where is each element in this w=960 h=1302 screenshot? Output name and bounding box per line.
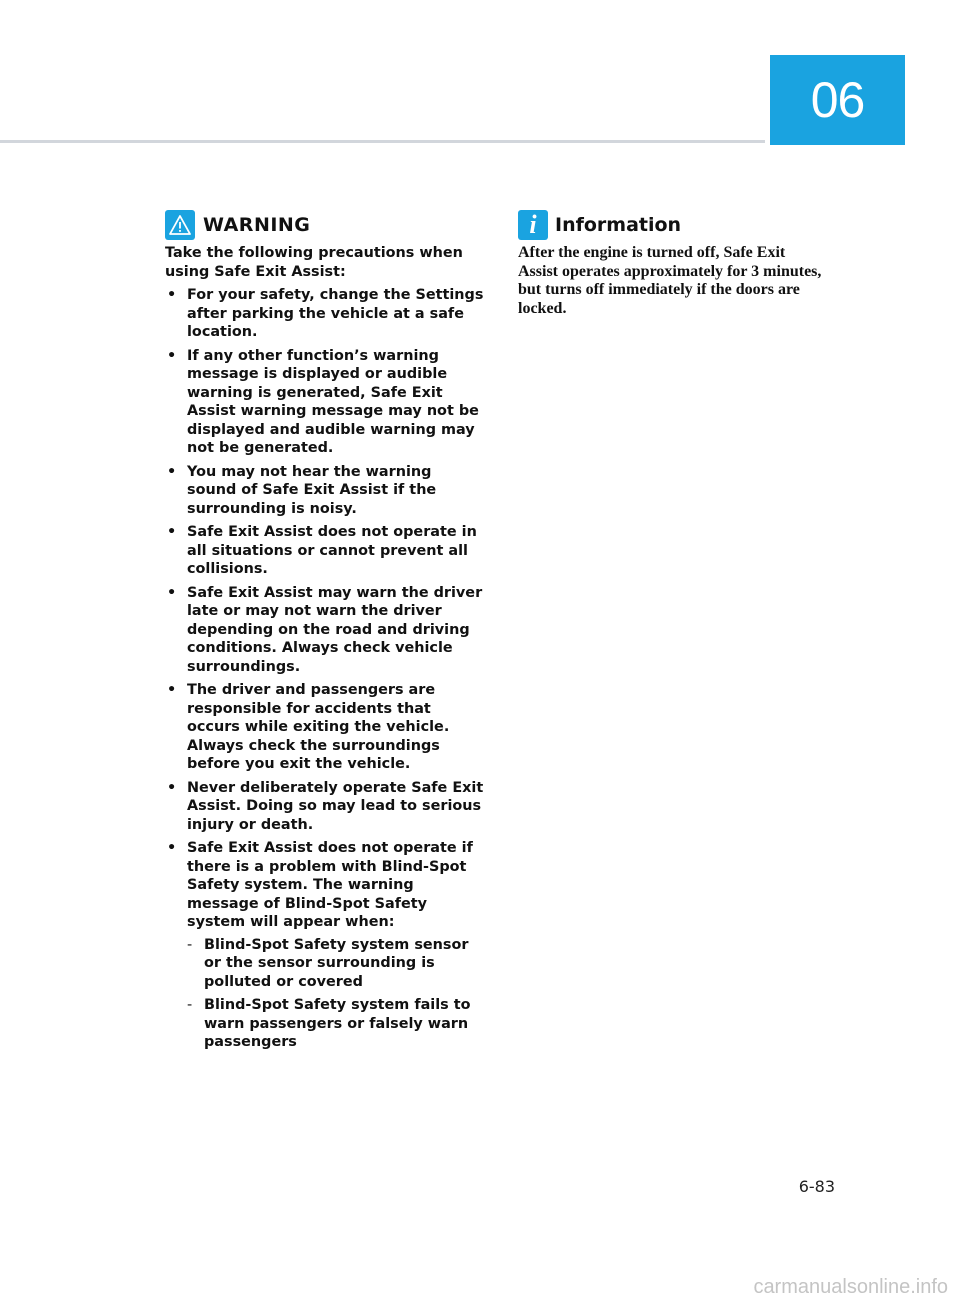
- warning-title: WARNING: [203, 214, 311, 236]
- sub-list-item: - Blind-Spot Safety system fails to warn passengers or falsely warn passengers: [187, 996, 485, 1052]
- list-item: • Safe Exit Assist does not operate in all situations or cannot prevent all collisions.: [165, 523, 485, 579]
- list-item: • Safe Exit Assist may warn the driver late or may not warn the driver depending on the road and driving conditions. Always check vehicle surroundings.: [165, 584, 485, 677]
- sub-list-item: - Blind-Spot Safety system sensor or the sensor surrounding is polluted or covered: [187, 936, 485, 992]
- warning-list: [165, 286, 485, 1052]
- warning-triangle-icon: [165, 210, 195, 240]
- warning-box: [165, 210, 485, 1057]
- chapter-tab: [770, 55, 905, 145]
- list-item-with-subitems: [165, 839, 485, 1052]
- warning-intro: Take the following precautions when using Safe Exit Assist:: [165, 245, 463, 280]
- information-body: After the engine is turned off, Safe Exit Assist operates approximately for 3 minutes, but turns off immediately if the doors are locked.: [518, 244, 822, 317]
- chapter-number: 06: [810, 72, 865, 128]
- list-item: • The driver and passengers are responsible for accidents that occurs while exiting the vehicle. Always check the surroundings before you exit the vehicle.: [165, 681, 485, 774]
- information-title: Information: [555, 214, 682, 236]
- list-item: • Never deliberately operate Safe Exit Assist. Doing so may lead to serious injury or death.: [165, 779, 485, 835]
- warning-header: [165, 210, 485, 240]
- watermark: carmanualsonline.info: [753, 1276, 948, 1298]
- warning-sublist: [187, 936, 485, 1052]
- information-header: [518, 210, 828, 240]
- list-item: • For your safety, change the Settings after parking the vehicle at a safe location.: [165, 286, 485, 342]
- list-item-text: Safe Exit Assist does not operate if there is a problem with Blind-Spot Safety system. The warning message of Blind-Spot Safety system will appear when:: [187, 840, 473, 930]
- info-icon: i: [518, 210, 548, 240]
- header-rule: [0, 140, 765, 143]
- list-item: • If any other function’s warning message is displayed or audible warning is generated, Safe Exit Assist warning message may not be displayed and audible warning may not be generated.: [165, 347, 485, 458]
- list-item: • You may not hear the warning sound of Safe Exit Assist if the surrounding is noisy.: [165, 463, 485, 519]
- information-box: [518, 210, 828, 318]
- page-number: 6-83: [798, 1177, 835, 1196]
